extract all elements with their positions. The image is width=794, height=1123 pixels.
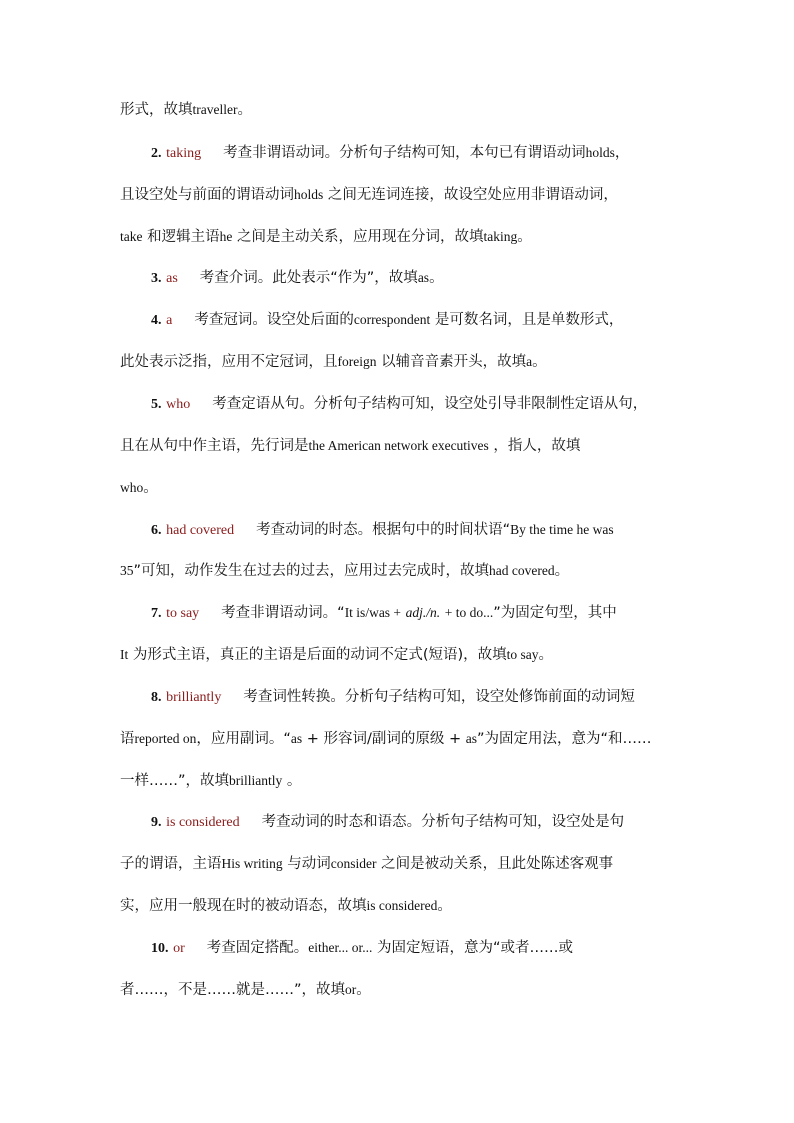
answer-8-line (151, 687, 635, 708)
text-line-7 (120, 352, 547, 372)
text: 一样……”，故填 (120, 773, 230, 789)
text: 子的谓语，主语 (120, 856, 222, 872)
text: 考查非谓语动词。“ (221, 605, 345, 621)
answer-text: is considered (166, 815, 240, 830)
text: ， (614, 145, 630, 161)
text: 。 (286, 773, 302, 789)
answer-6-line (151, 520, 614, 541)
text: ”为固定用法，意为“和…… (477, 731, 652, 747)
item-number: 4. (151, 313, 162, 328)
english-term: the American network executives (308, 438, 489, 453)
text-line-19 (120, 854, 613, 874)
text: 考查固定搭配。 (206, 940, 309, 956)
english-term: foreign (337, 354, 377, 369)
text: 。 (532, 354, 547, 370)
answer-text: who (166, 397, 191, 412)
answer-2-line (151, 143, 629, 164)
english-term: By the time he was (510, 522, 614, 537)
text: 考查动词的时态和语态。分析句子结构可知，设空处是句 (261, 814, 625, 830)
text-line-10 (120, 478, 158, 498)
text: 。 (554, 563, 570, 579)
text: 此处表示泛指，应用不定冠词，且 (120, 354, 338, 370)
answer-10-line (151, 938, 573, 959)
english-term: or (345, 982, 357, 997)
text: 。 (237, 102, 252, 118)
item-number: 9. (151, 815, 162, 830)
text: 且设空处与前面的谓语动词 (120, 187, 294, 203)
text: + 形容词/副词的原级 + (306, 731, 462, 747)
english-term: reported on (134, 731, 197, 746)
answer-text: to say (166, 606, 200, 621)
item-number: 8. (151, 690, 162, 705)
text: 。 (517, 229, 532, 245)
text: ，指人，故填 (493, 438, 581, 454)
text: 语 (120, 731, 135, 747)
english-term: It (120, 647, 129, 662)
answer-text: brilliantly (166, 690, 222, 705)
text: 考查动词的时态。根据句中的时间状语“ (256, 522, 511, 538)
answer-text: or (173, 941, 185, 956)
text: 与动词 (287, 856, 331, 872)
english-term: traveller (192, 102, 238, 117)
english-term: holds (294, 187, 324, 202)
text: 为形式主语，真正的主语是后面的动词不定式(短语)，故填 (132, 647, 507, 663)
text: 。 (429, 270, 444, 286)
english-term: brilliantly (229, 773, 283, 788)
english-term: as (465, 731, 477, 746)
text: 。 (437, 898, 452, 914)
text: ”为固定句型，其中 (493, 605, 617, 621)
text: 。 (356, 982, 371, 998)
english-term: a (526, 354, 533, 369)
answer-text: as (166, 271, 178, 286)
text: 考查介词。此处表示“作为”，故填 (199, 270, 418, 286)
answer-3-line (151, 268, 444, 289)
text-line-3 (120, 185, 618, 205)
answer-text: taking (166, 146, 202, 161)
answer-5-line (151, 394, 647, 415)
english-term: consider (330, 856, 377, 871)
english-term: he (219, 229, 233, 244)
item-number: 3. (151, 271, 162, 286)
text: 之间是被动关系，且此处陈述客观事 (381, 856, 614, 872)
english-term: either... or... (308, 940, 373, 955)
text: 考查非谓语动词。分析句子结构可知，本句已有谓语动词 (223, 145, 586, 161)
answer-4-line (151, 310, 623, 331)
english-term: correspondent (353, 312, 431, 327)
text: ，应用副词。“ (196, 731, 291, 747)
answer-9-line (151, 812, 624, 833)
text: 和逻辑主语 (147, 229, 220, 245)
text: 实，应用一般现在时的被动语态，故填 (120, 898, 367, 914)
english-term: who (120, 480, 144, 495)
english-term: as (417, 270, 430, 285)
text: 考查定语从句。分析句子结构可知，设空处引导非限制性定语从句， (212, 396, 648, 412)
english-term: holds (585, 145, 615, 160)
english-term: taking (483, 229, 518, 244)
text: 之间无连词连接，故设空处应用非谓语动词， (327, 187, 618, 203)
text: 形式，故填 (120, 102, 193, 118)
english-term: It is/was + (344, 605, 402, 620)
text-line-17 (120, 771, 301, 791)
text: 为固定短语，意为“或者……或 (377, 940, 574, 956)
text: 考查冠词。设空处后面的 (194, 312, 354, 328)
english-term: to say (506, 647, 539, 662)
english-term: take (120, 229, 143, 244)
text-line-12 (120, 561, 569, 581)
text-line-22 (120, 980, 371, 1000)
text: 者……，不是……就是……”，故填 (120, 982, 346, 998)
english-term: adj./n. (405, 605, 441, 620)
item-number: 10. (151, 941, 169, 956)
text: 是可数名词，且是单数形式， (434, 312, 624, 328)
english-term: 35 (120, 563, 134, 578)
english-term: had covered (489, 563, 555, 578)
answer-text: a (166, 313, 173, 328)
text: 以辅音音素开头，故填 (381, 354, 527, 370)
text: 考查词性转换。分析句子结构可知，设空处修饰前面的动词短 (243, 689, 635, 705)
text: 。 (538, 647, 554, 663)
text: 且在从句中作主语，先行词是 (120, 438, 309, 454)
english-term: + to do... (444, 605, 494, 620)
text-line-4 (120, 227, 532, 247)
text: ”可知，动作发生在过去的过去，应用过去完成时，故填 (133, 563, 490, 579)
item-number: 6. (151, 523, 162, 538)
text-line-16 (120, 729, 652, 749)
text-line-20 (120, 896, 452, 916)
item-number: 2. (151, 146, 162, 161)
text-line-14 (120, 645, 553, 665)
english-term: His writing (221, 856, 283, 871)
answer-text: had covered (166, 523, 235, 538)
english-term: as (290, 731, 303, 746)
english-term: is considered (366, 898, 438, 913)
item-number: 5. (151, 397, 162, 412)
text-line-1 (120, 100, 252, 120)
item-number: 7. (151, 606, 162, 621)
text: 之间是主动关系，应用现在分词，故填 (236, 229, 484, 245)
answer-7-line (151, 603, 617, 624)
text: 。 (143, 480, 158, 496)
text-line-9 (120, 436, 580, 456)
